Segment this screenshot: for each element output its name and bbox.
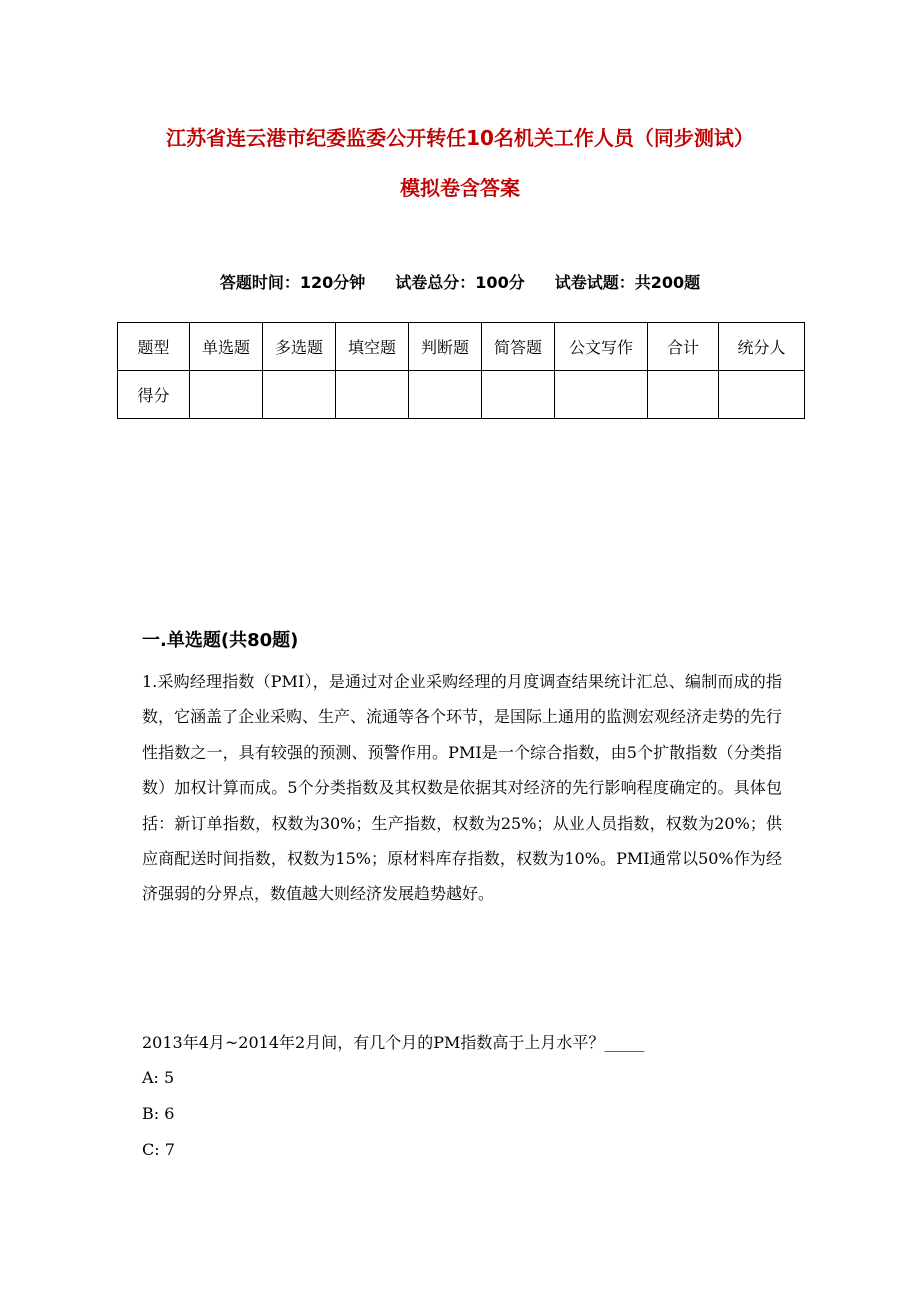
score-cell[interactable]: [190, 371, 263, 419]
score-table-header: 多选题: [263, 323, 336, 371]
score-table-header: 题型: [118, 323, 190, 371]
answer-option-c[interactable]: C: 7: [142, 1140, 175, 1159]
score-table-header: 统分人: [719, 323, 805, 371]
answer-option-b[interactable]: B: 6: [142, 1104, 175, 1123]
score-cell[interactable]: [555, 371, 648, 419]
score-cell[interactable]: [336, 371, 409, 419]
question-body: 1.采购经理指数（PMI），是通过对企业采购经理的月度调查结果统计汇总、编制而成的指数，它涵盖了企业采购、生产、流通等各个环节，是国际上通用的监测宏观经济走势的先行性指数之一，具有较强的预测、预警作用。PMI是一个综合指数，由5个扩散指数（分类指数）加权计算而成。5个分类指数及其权数是依据其对经济的先行影响程度确定的。具体包括：新订单指数，权数为30%；生产指数，权数为25%；从业人员指数，权数为20%；供应商配送时间指数，权数为15%；原材料库存指数，权数为10%。PMI通常以50%作为经济强弱的分界点，数值越大则经济发展趋势越好。: [142, 672, 783, 904]
document-title: 江苏省连云港市纪委监委公开转任10名机关工作人员（同步测试）: [166, 126, 754, 150]
exam-question-count: 试卷试题：共200题: [554, 273, 701, 292]
score-table: [117, 322, 805, 419]
score-cell[interactable]: [719, 371, 805, 419]
score-table-header: 判断题: [409, 323, 482, 371]
score-row-label: 得分: [118, 371, 190, 419]
question-prompt: 2013年4月~2014年2月间，有几个月的PM指数高于上月水平？_____: [142, 1033, 645, 1052]
section-heading: 一.单选题(共80题): [142, 630, 299, 651]
score-table-header: 单选题: [190, 323, 263, 371]
answer-option-a[interactable]: A: 5: [142, 1068, 175, 1087]
score-table-header: 填空题: [336, 323, 409, 371]
document-subtitle: 模拟卷含答案: [400, 176, 520, 200]
score-table-score-row: [118, 371, 805, 419]
score-table-header-row: [118, 323, 805, 371]
exam-time: 答题时间：120分钟: [219, 273, 366, 292]
score-table-header: 合计: [648, 323, 719, 371]
score-table-header: 简答题: [482, 323, 555, 371]
exam-total-score: 试卷总分：100分: [395, 273, 525, 292]
score-cell[interactable]: [482, 371, 555, 419]
score-cell[interactable]: [409, 371, 482, 419]
exam-info: [0, 270, 920, 293]
score-cell[interactable]: [263, 371, 336, 419]
score-table-header: 公文写作: [555, 323, 648, 371]
score-cell[interactable]: [648, 371, 719, 419]
